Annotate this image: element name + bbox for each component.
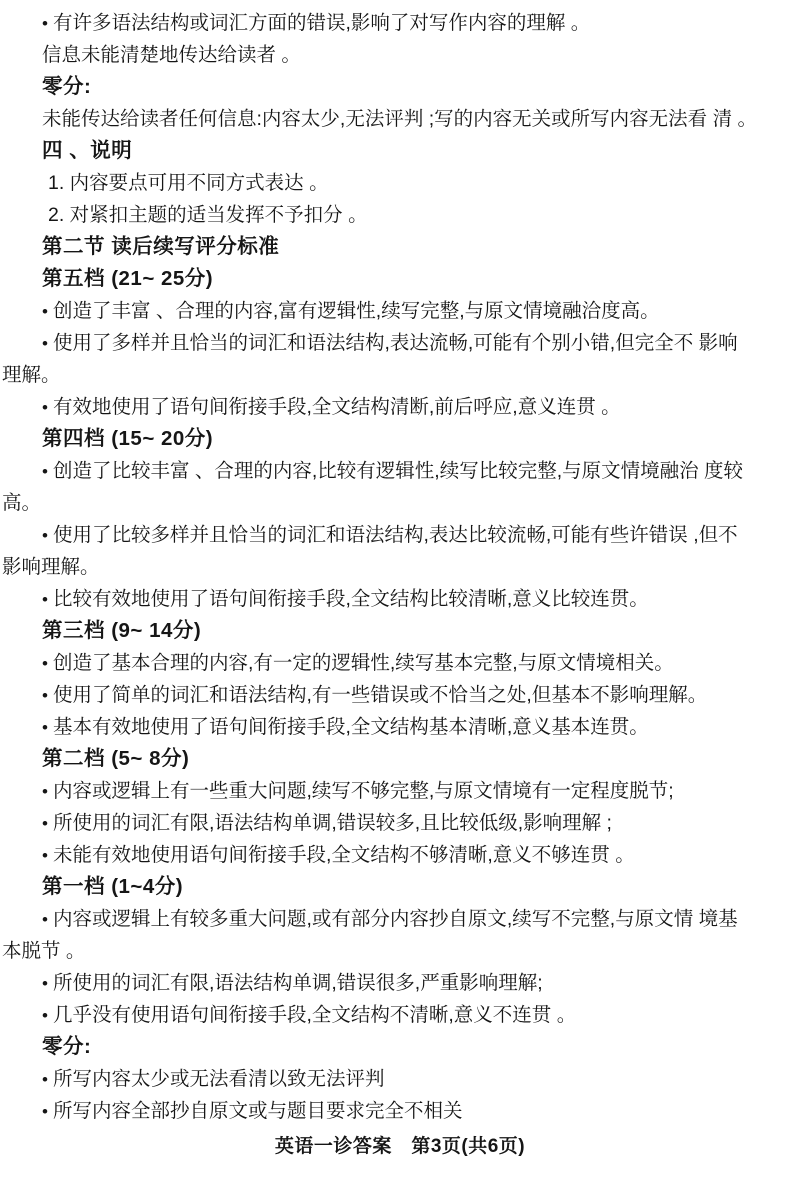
bullet-icon: • bbox=[42, 1070, 48, 1089]
heading-text: 第二档 (5~ 8分) bbox=[42, 747, 190, 770]
bullet-item bbox=[0, 999, 800, 1031]
bullet-icon: • bbox=[42, 782, 48, 801]
bullet-icon: • bbox=[42, 14, 48, 33]
bullet-icon: • bbox=[42, 718, 48, 737]
section-heading bbox=[0, 231, 800, 263]
line-text: 理解。 bbox=[2, 364, 61, 386]
line-text: 所使用的词汇有限,语法结构单调,错误较多,且比较低级,影响理解 ; bbox=[52, 812, 612, 834]
bullet-item bbox=[0, 295, 800, 327]
bullet-item bbox=[0, 519, 800, 551]
text-line-continuation bbox=[0, 551, 800, 583]
text-line-continuation bbox=[0, 935, 800, 967]
bullet-icon: • bbox=[42, 526, 48, 545]
band-heading bbox=[0, 615, 800, 647]
line-text: 未能传达给读者任何信息:内容太少,无法评判 ;写的内容无关或所写内容无法看 清 。 bbox=[42, 108, 758, 130]
bullet-item bbox=[0, 903, 800, 935]
heading-text: 零分: bbox=[42, 75, 92, 98]
bullet-icon: • bbox=[42, 654, 48, 673]
bullet-item bbox=[0, 327, 800, 359]
heading-text: 第三档 (9~ 14分) bbox=[42, 619, 202, 642]
line-text: 创造了基本合理的内容,有一定的逻辑性,续写基本完整,与原文情境相关。 bbox=[52, 652, 674, 674]
line-text: 未能有效地使用语句间衔接手段,全文结构不够清晰,意义不够连贯 。 bbox=[52, 844, 635, 866]
line-text: 所写内容全部抄自原文或与题目要求完全不相关 bbox=[52, 1100, 463, 1122]
heading-text: 第二节 读后续写评分标准 bbox=[42, 235, 280, 258]
bullet-icon: • bbox=[42, 846, 48, 865]
section-heading bbox=[0, 1031, 800, 1063]
bullet-item bbox=[0, 679, 800, 711]
bullet-icon: • bbox=[42, 334, 48, 353]
heading-text: 第一档 (1~4分) bbox=[42, 875, 184, 898]
heading-text: 第四档 (15~ 20分) bbox=[42, 427, 214, 450]
line-text: 创造了比较丰富 、合理的内容,比较有逻辑性,续写比较完整,与原文情境融治 度较 bbox=[52, 460, 744, 482]
text-line bbox=[0, 103, 800, 135]
band-heading bbox=[0, 423, 800, 455]
section-heading bbox=[0, 135, 800, 167]
bullet-icon: • bbox=[42, 910, 48, 929]
bullet-icon: • bbox=[42, 1006, 48, 1025]
bullet-icon: • bbox=[42, 462, 48, 481]
bullet-icon: • bbox=[42, 590, 48, 609]
line-text: 2. 对紧扣主题的适当发挥不予扣分 。 bbox=[48, 204, 368, 226]
line-text: 使用了比较多样并且恰当的词汇和语法结构,表达比较流畅,可能有些许错误 ,但不 bbox=[52, 524, 738, 546]
note-item bbox=[0, 199, 800, 231]
bullet-icon: • bbox=[42, 1102, 48, 1121]
heading-text: 零分: bbox=[42, 1035, 92, 1058]
heading-text: 四 、说明 bbox=[42, 139, 133, 162]
page-footer: 英语一诊答案 第3页(共6页) bbox=[274, 1136, 526, 1157]
line-text: 本脱节 。 bbox=[2, 940, 86, 962]
text-line-continuation bbox=[0, 359, 800, 391]
line-text: 使用了简单的词汇和语法结构,有一些错误或不恰当之处,但基本不影响理解。 bbox=[52, 684, 708, 706]
bullet-item bbox=[0, 1063, 800, 1095]
bullet-icon: • bbox=[42, 974, 48, 993]
bullet-item bbox=[0, 647, 800, 679]
bullet-item bbox=[0, 711, 800, 743]
line-text: 信息未能清楚地传达给读者 。 bbox=[42, 44, 301, 66]
band-heading bbox=[0, 743, 800, 775]
bullet-item bbox=[0, 583, 800, 615]
line-text: 内容或逻辑上有较多重大问题,或有部分内容抄自原文,续写不完整,与原文情 境基 bbox=[52, 908, 738, 930]
bullet-item bbox=[0, 391, 800, 423]
line-text: 所使用的词汇有限,语法结构单调,错误很多,严重影响理解; bbox=[52, 972, 543, 994]
band-heading bbox=[0, 263, 800, 295]
bullet-item bbox=[0, 1095, 800, 1127]
bullet-item bbox=[0, 455, 800, 487]
line-text: 比较有效地使用了语句间衔接手段,全文结构比较清晰,意义比较连贯。 bbox=[52, 588, 649, 610]
line-text: 内容或逻辑上有一些重大问题,续写不够完整,与原文情境有一定程度脱节; bbox=[52, 780, 674, 802]
bullet-item bbox=[0, 967, 800, 999]
bullet-icon: • bbox=[42, 814, 48, 833]
note-item bbox=[0, 167, 800, 199]
line-text: 创造了丰富 、合理的内容,富有逻辑性,续写完整,与原文情境融洽度高。 bbox=[52, 300, 660, 322]
text-line bbox=[0, 39, 800, 71]
band-heading bbox=[0, 871, 800, 903]
line-text: 有效地使用了语句间衔接手段,全文结构清断,前后呼应,意义连贯 。 bbox=[52, 396, 621, 418]
text-line-continuation bbox=[0, 487, 800, 519]
heading-text: 第五档 (21~ 25分) bbox=[42, 267, 214, 290]
line-text: 1. 内容要点可用不同方式表达 。 bbox=[48, 172, 329, 194]
line-text: 几乎没有使用语句间衔接手段,全文结构不清晰,意义不连贯 。 bbox=[52, 1004, 577, 1026]
bullet-item bbox=[0, 839, 800, 871]
bullet-item bbox=[0, 7, 800, 39]
bullet-item bbox=[0, 807, 800, 839]
bullet-item bbox=[0, 775, 800, 807]
line-text: 影响理解。 bbox=[2, 556, 100, 578]
bullet-icon: • bbox=[42, 398, 48, 417]
line-text: 高。 bbox=[2, 492, 42, 514]
line-text: 基本有效地使用了语句间衔接手段,全文结构基本清晰,意义基本连贯。 bbox=[52, 716, 649, 738]
bullet-icon: • bbox=[42, 302, 48, 321]
line-text: 所写内容太少或无法看清以致无法评判 bbox=[52, 1068, 385, 1090]
section-heading bbox=[0, 71, 800, 103]
bullet-icon: • bbox=[42, 686, 48, 705]
line-text: 有许多语法结构或词汇方面的错误,影响了对写作内容的理解 。 bbox=[52, 12, 591, 34]
line-text: 使用了多样并且恰当的词汇和语法结构,表达流畅,可能有个别小错,但完全不 影响 bbox=[52, 332, 738, 354]
